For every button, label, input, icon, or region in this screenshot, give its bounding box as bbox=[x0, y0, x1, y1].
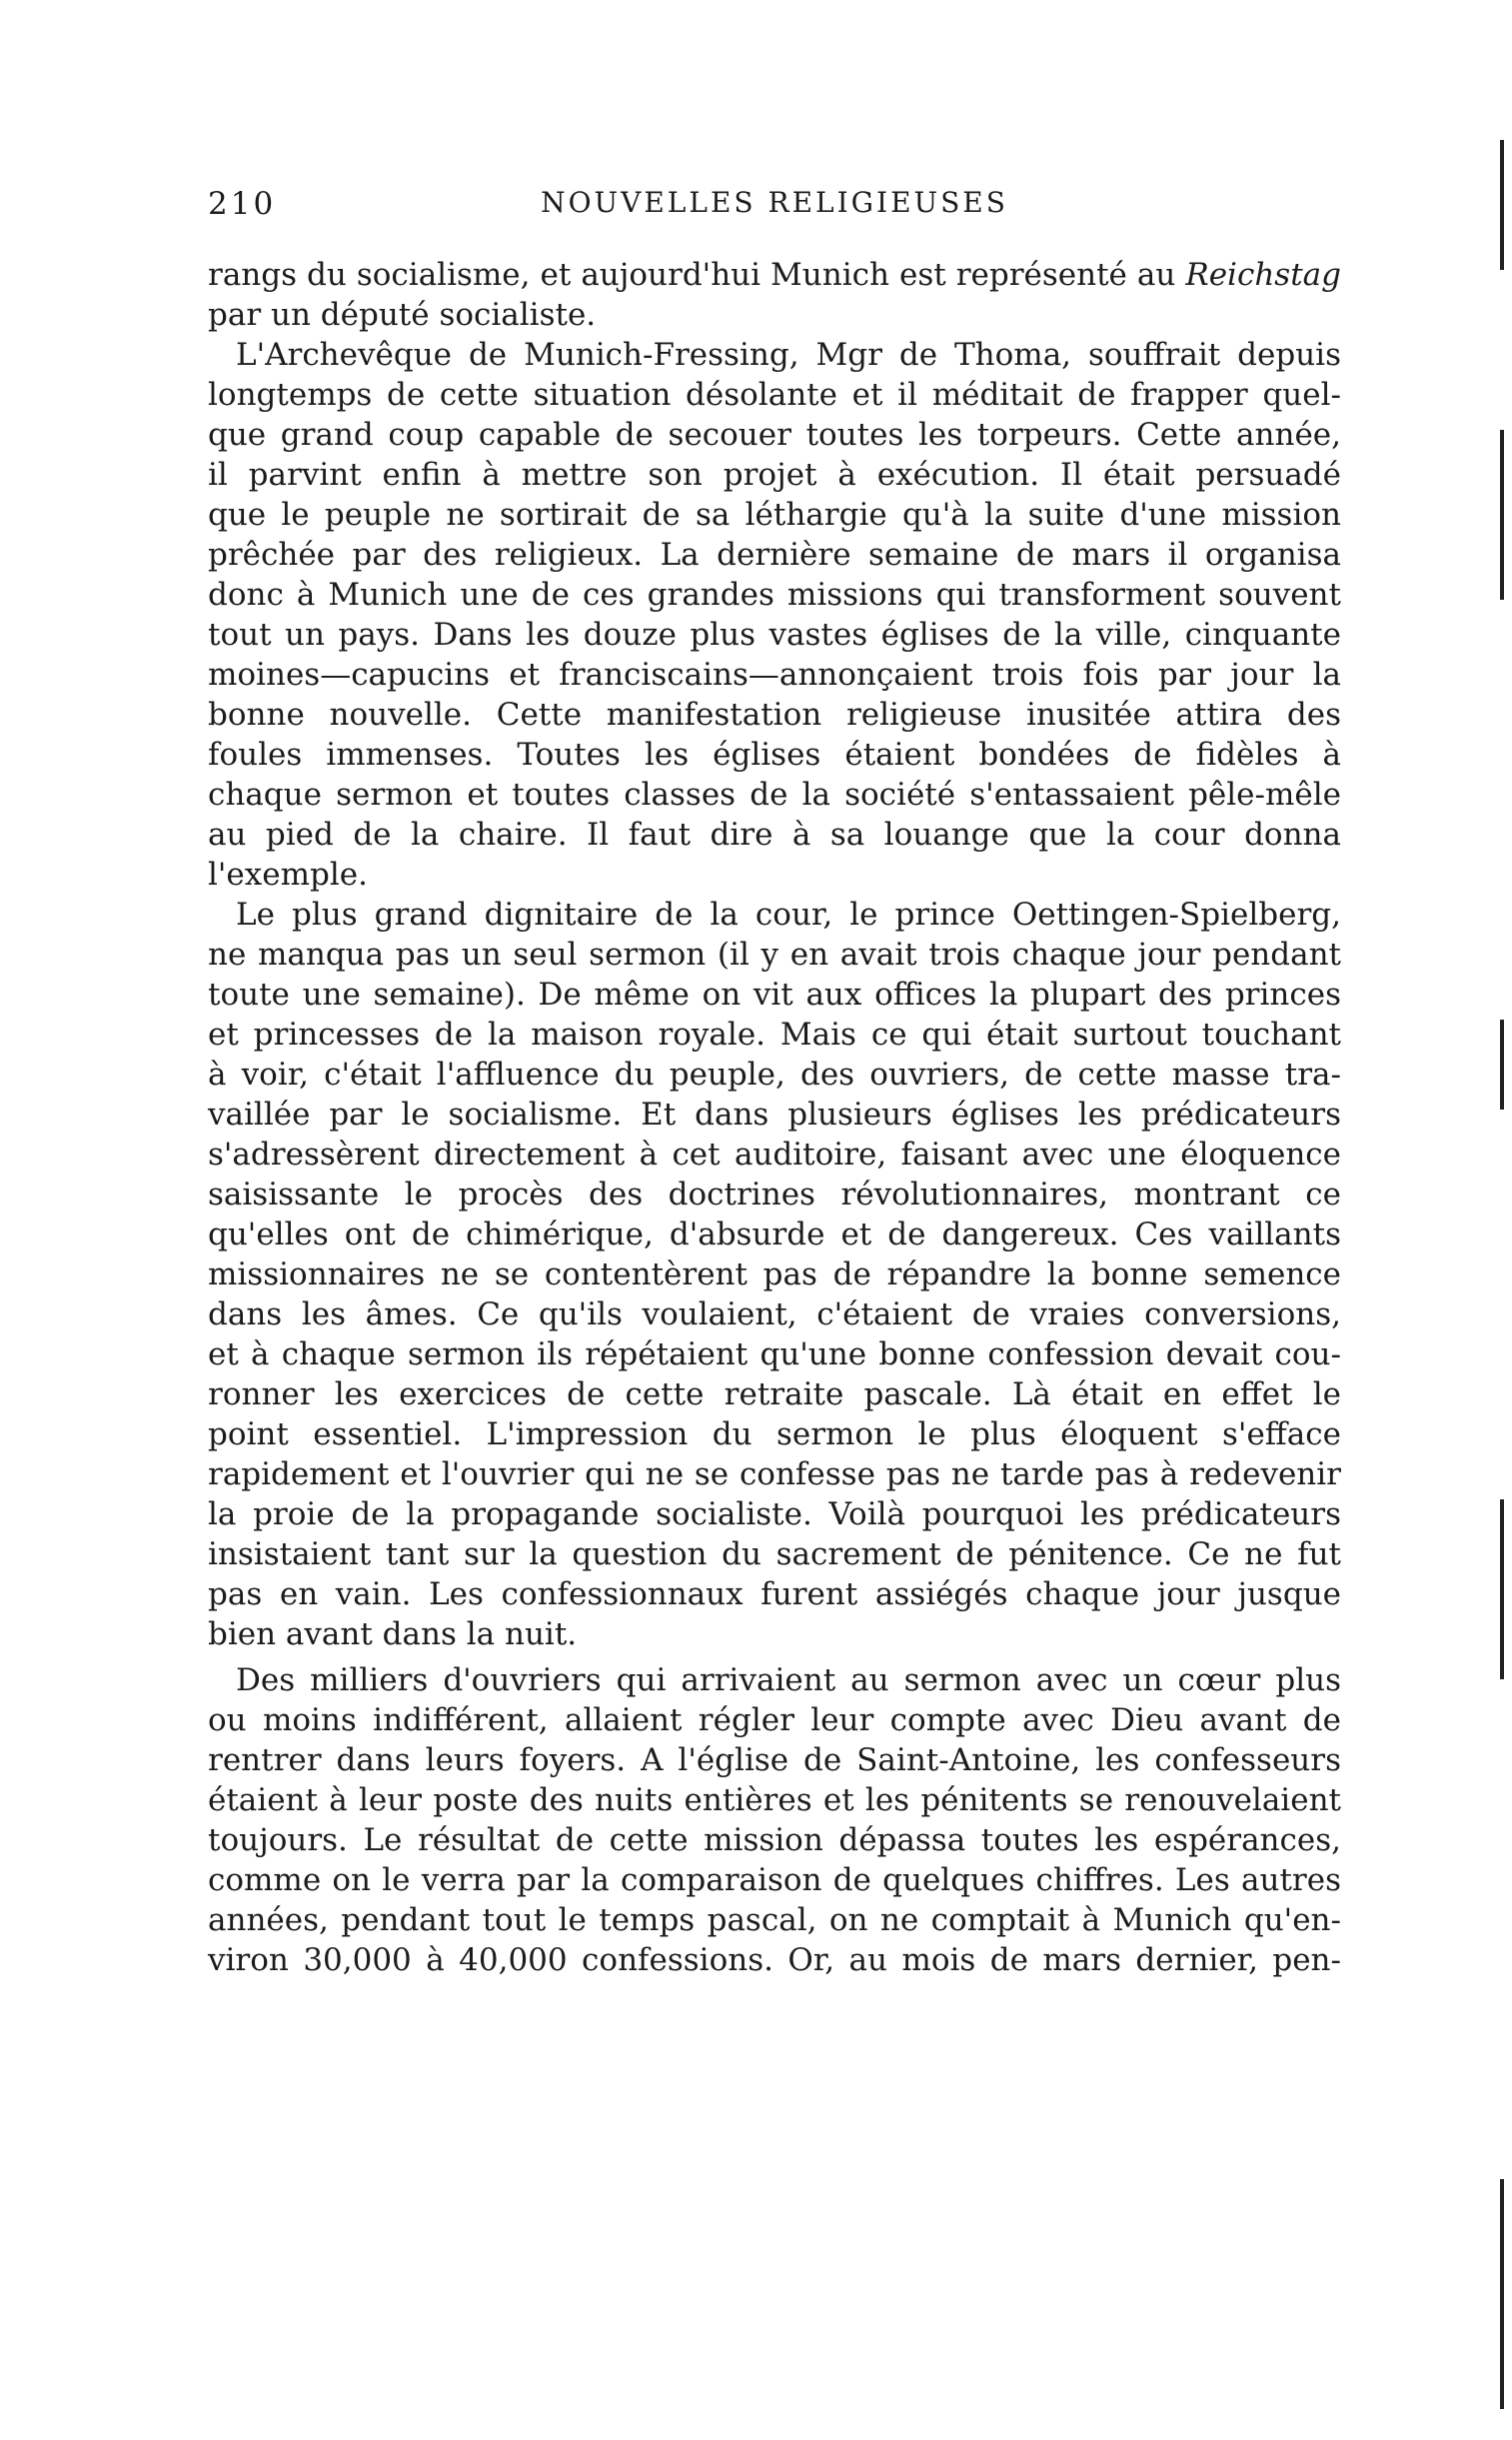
text-line: ou moins indifférent, allaient régler leur compte avec Dieu avant de bbox=[208, 1702, 1341, 1738]
body-text bbox=[208, 255, 1341, 1980]
text-line: l'exemple. bbox=[208, 857, 368, 893]
text-line: dans les âmes. Ce qu'ils voulaient, c'étaient de vraies conversions, bbox=[208, 1296, 1341, 1332]
text-line: viron 30,000 à 40,000 confessions. Or, au mois de mars dernier, pen- bbox=[208, 1942, 1341, 1978]
text-line: comme on le verra par la comparaison de quelques chiffres. Les autres bbox=[208, 1862, 1341, 1898]
scan-edge-mark bbox=[1500, 1020, 1504, 1110]
scan-edge-mark bbox=[1500, 1499, 1504, 1679]
text-line: il parvint enfin à mettre son projet à exécution. Il était persuadé bbox=[208, 457, 1341, 493]
text-line: bien avant dans la nuit. bbox=[208, 1616, 578, 1652]
text-line: insistaient tant sur la question du sacrement de pénitence. Ce ne fut bbox=[208, 1536, 1341, 1572]
text-line: années, pendant tout le temps pascal, on ne comptait à Munich qu'en- bbox=[208, 1902, 1341, 1938]
text-line: au pied de la chaire. Il faut dire à sa louange que la cour donna bbox=[208, 817, 1341, 853]
text-line: vaillée par le socialisme. Et dans plusieurs églises les prédicateurs bbox=[208, 1097, 1341, 1133]
text-line: chaque sermon et toutes classes de la société s'entassaient pêle-mêle bbox=[208, 777, 1341, 813]
text-line: moines—capucins et franciscains—annonçaient trois fois par jour la bbox=[208, 657, 1341, 693]
paragraph-start-line: Le plus grand dignitaire de la cour, le prince Oettingen-Spielberg, bbox=[236, 897, 1341, 933]
scan-edge-mark bbox=[1500, 2179, 1504, 2409]
text-line: étaient à leur poste des nuits entières et les pénitents se renouvelaient bbox=[208, 1782, 1341, 1818]
text-line: longtemps de cette situation désolante et il méditait de frapper quel- bbox=[208, 377, 1341, 413]
paragraph-start-line: L'Archevêque de Munich-Fressing, Mgr de Thoma, souffrait depuis bbox=[236, 337, 1341, 373]
text-line: foules immenses. Toutes les églises étaient bondées de fidèles à bbox=[208, 737, 1341, 773]
line-text: rangs du socialisme, et aujourd'hui Munich est représenté au bbox=[208, 257, 1186, 293]
text-line: missionnaires ne se contentèrent pas de répandre la bonne semence bbox=[208, 1256, 1341, 1292]
text-line: que le peuple ne sortirait de sa léthargie qu'à la suite d'une mission bbox=[208, 497, 1341, 533]
text-line: ne manqua pas un seul sermon (il y en avait trois chaque jour pendant bbox=[208, 937, 1341, 973]
text-line: toujours. Le résultat de cette mission dépassa toutes les espérances, bbox=[208, 1822, 1341, 1858]
running-head: NOUVELLES RELIGIEUSES bbox=[541, 186, 1008, 219]
text-line: que grand coup capable de secouer toutes les torpeurs. Cette année, bbox=[208, 417, 1341, 453]
text-line: la proie de la propagande socialiste. Voilà pourquoi les prédicateurs bbox=[208, 1496, 1341, 1532]
text-line bbox=[208, 255, 1341, 295]
text-line: et à chaque sermon ils répétaient qu'une bonne confession devait cou- bbox=[208, 1336, 1341, 1372]
text-line: tout un pays. Dans les douze plus vastes églises de la ville, cinquante bbox=[208, 617, 1341, 653]
text-line: pas en vain. Les confessionnaux furent assiégés chaque jour jusque bbox=[208, 1576, 1341, 1612]
text-line: donc à Munich une de ces grandes missions qui transforment souvent bbox=[208, 577, 1341, 613]
scan-edge-mark bbox=[1500, 430, 1504, 600]
text-line: par un député socialiste. bbox=[208, 297, 597, 333]
text-line: point essentiel. L'impression du sermon le plus éloquent s'efface bbox=[208, 1416, 1341, 1452]
text-line: saisissante le procès des doctrines révolutionnaires, montrant ce bbox=[208, 1177, 1341, 1213]
page-number: 210 bbox=[208, 186, 277, 222]
scan-edge-mark bbox=[1500, 140, 1504, 270]
text-line: rapidement et l'ouvrier qui ne se confesse pas ne tarde pas à redevenir bbox=[208, 1456, 1341, 1492]
paragraph-start-line: Des milliers d'ouvriers qui arrivaient au sermon avec un cœur plus bbox=[236, 1662, 1341, 1698]
text-line: s'adressèrent directement à cet auditoire, faisant avec une éloquence bbox=[208, 1137, 1341, 1173]
text-line: toute une semaine). De même on vit aux offices la plupart des princes bbox=[208, 977, 1341, 1013]
text-line: à voir, c'était l'affluence du peuple, des ouvriers, de cette masse tra- bbox=[208, 1057, 1341, 1093]
page-header bbox=[208, 186, 1341, 226]
italic-word: Reichstag bbox=[1185, 257, 1341, 293]
text-line: rentrer dans leurs foyers. A l'église de Saint-Antoine, les confesseurs bbox=[208, 1742, 1341, 1778]
text-line: ronner les exercices de cette retraite pascale. Là était en effet le bbox=[208, 1376, 1341, 1412]
text-line: qu'elles ont de chimérique, d'absurde et de dangereux. Ces vaillants bbox=[208, 1217, 1341, 1252]
text-line: prêchée par des religieux. La dernière semaine de mars il organisa bbox=[208, 537, 1341, 573]
text-line: et princesses de la maison royale. Mais ce qui était surtout touchant bbox=[208, 1017, 1341, 1053]
text-line: bonne nouvelle. Cette manifestation religieuse inusitée attira des bbox=[208, 697, 1341, 733]
